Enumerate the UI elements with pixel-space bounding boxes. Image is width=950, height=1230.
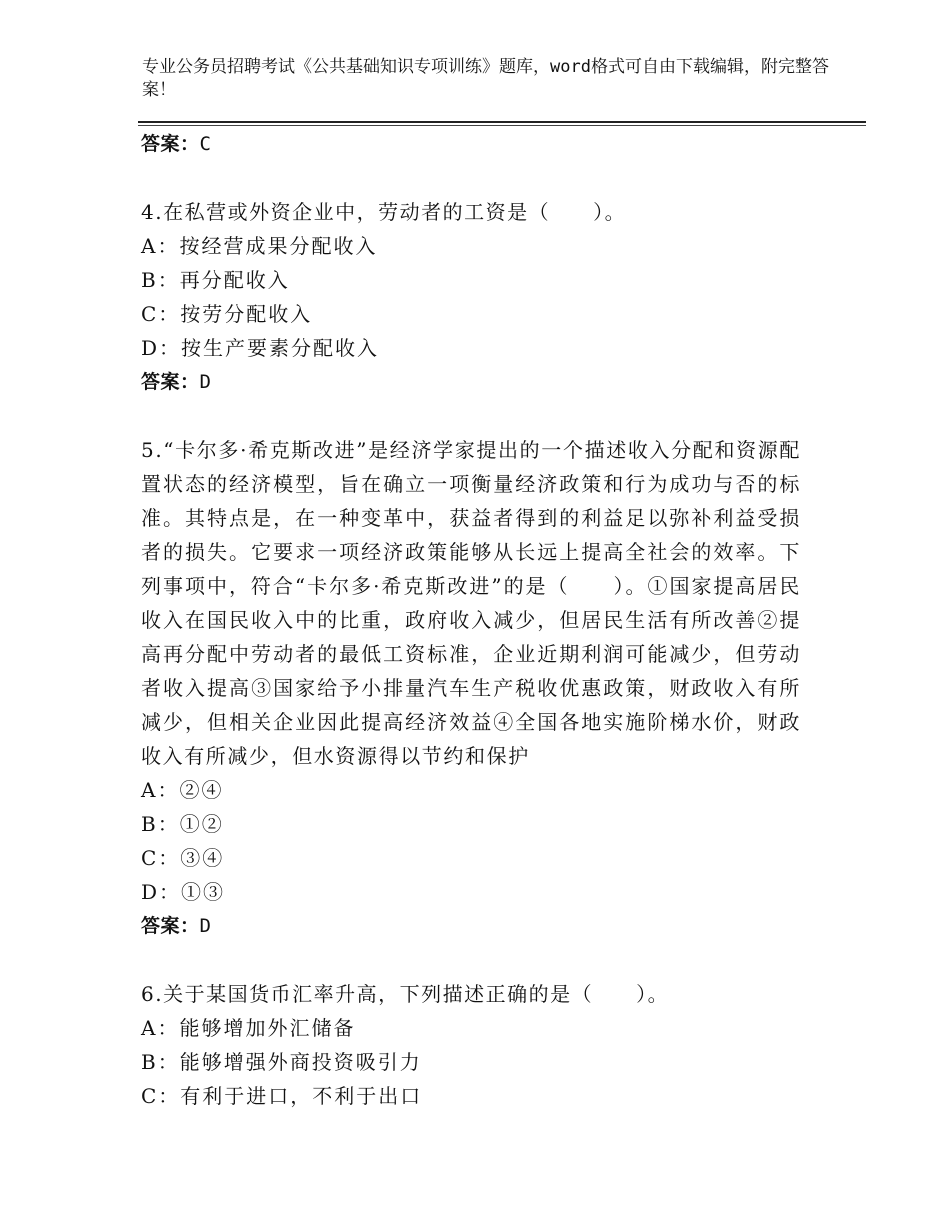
- question-4-stem: 4.在私营或外资企业中，劳动者的工资是（ ）。: [141, 200, 627, 224]
- answer-label: 答案：: [141, 371, 200, 393]
- question-4-option-a: A：按经营成果分配收入: [141, 234, 378, 258]
- answer-value: D: [199, 371, 212, 393]
- answer-label: 答案：: [141, 915, 200, 937]
- spacer: [141, 161, 801, 195]
- answer-label: 答案：: [141, 133, 200, 155]
- question-6-option-c: C：有利于进口，不利于出口: [141, 1084, 423, 1108]
- question-6-option-b: B：能够增强外商投资吸引力: [141, 1050, 422, 1074]
- question-5-option-d: D：①③: [141, 880, 226, 904]
- question-5-option-a: A：②④: [141, 778, 224, 802]
- spacer: [141, 399, 801, 433]
- answer-value: D: [199, 915, 212, 937]
- header-divider-thick: [138, 121, 866, 123]
- question-5-option-b: B：①②: [141, 812, 224, 836]
- question-5-stem: 5.“卡尔多·希克斯改进”是经济学家提出的一个描述收入分配和资源配置状态的经济模型，旨在确立一项衡量经济政策和行为成功与否的标准。其特点是，在一种变革中，获益者得到的利益足以弥补利益受损者的损失。它要求一项经济政策能够从长远上提高全社会的效率。下列事项中，符合“卡尔多·希克斯改进”的是（ ）。①国家提高居民收入在国民收入中的比重，政府收入减少，但居民生活有所改善②提高再分配中劳动者的最低工资标准，企业近期利润可能减少，但劳动者收入提高③国家给予小排量汽车生产税收优惠政策，财政收入有所减少，但相关企业因此提高经济效益④全国各地实施阶梯水价，财政收入有所减少，但水资源得以节约和保护: [141, 438, 801, 768]
- answer-line: [141, 127, 801, 161]
- spacer: [141, 943, 801, 977]
- answer-value: C: [199, 133, 212, 155]
- question-4-answer: [141, 365, 801, 399]
- question-4-option-c: C：按劳分配收入: [141, 302, 313, 326]
- question-content: [141, 127, 801, 1113]
- question-6-stem: 6.关于某国货币汇率升高，下列描述正确的是（ ）。: [141, 982, 670, 1006]
- question-4-option-d: D：按生产要素分配收入: [141, 336, 380, 360]
- page-header: 专业公务员招聘考试《公共基础知识专项训练》题库，word格式可自由下载编辑，附完整答案！: [142, 57, 829, 100]
- header-divider-thin: [138, 125, 866, 126]
- question-5-answer: [141, 909, 801, 943]
- question-4-option-b: B：再分配收入: [141, 268, 290, 292]
- question-5-option-c: C：③④: [141, 846, 225, 870]
- question-6-option-a: A：能够增加外汇储备: [141, 1016, 356, 1040]
